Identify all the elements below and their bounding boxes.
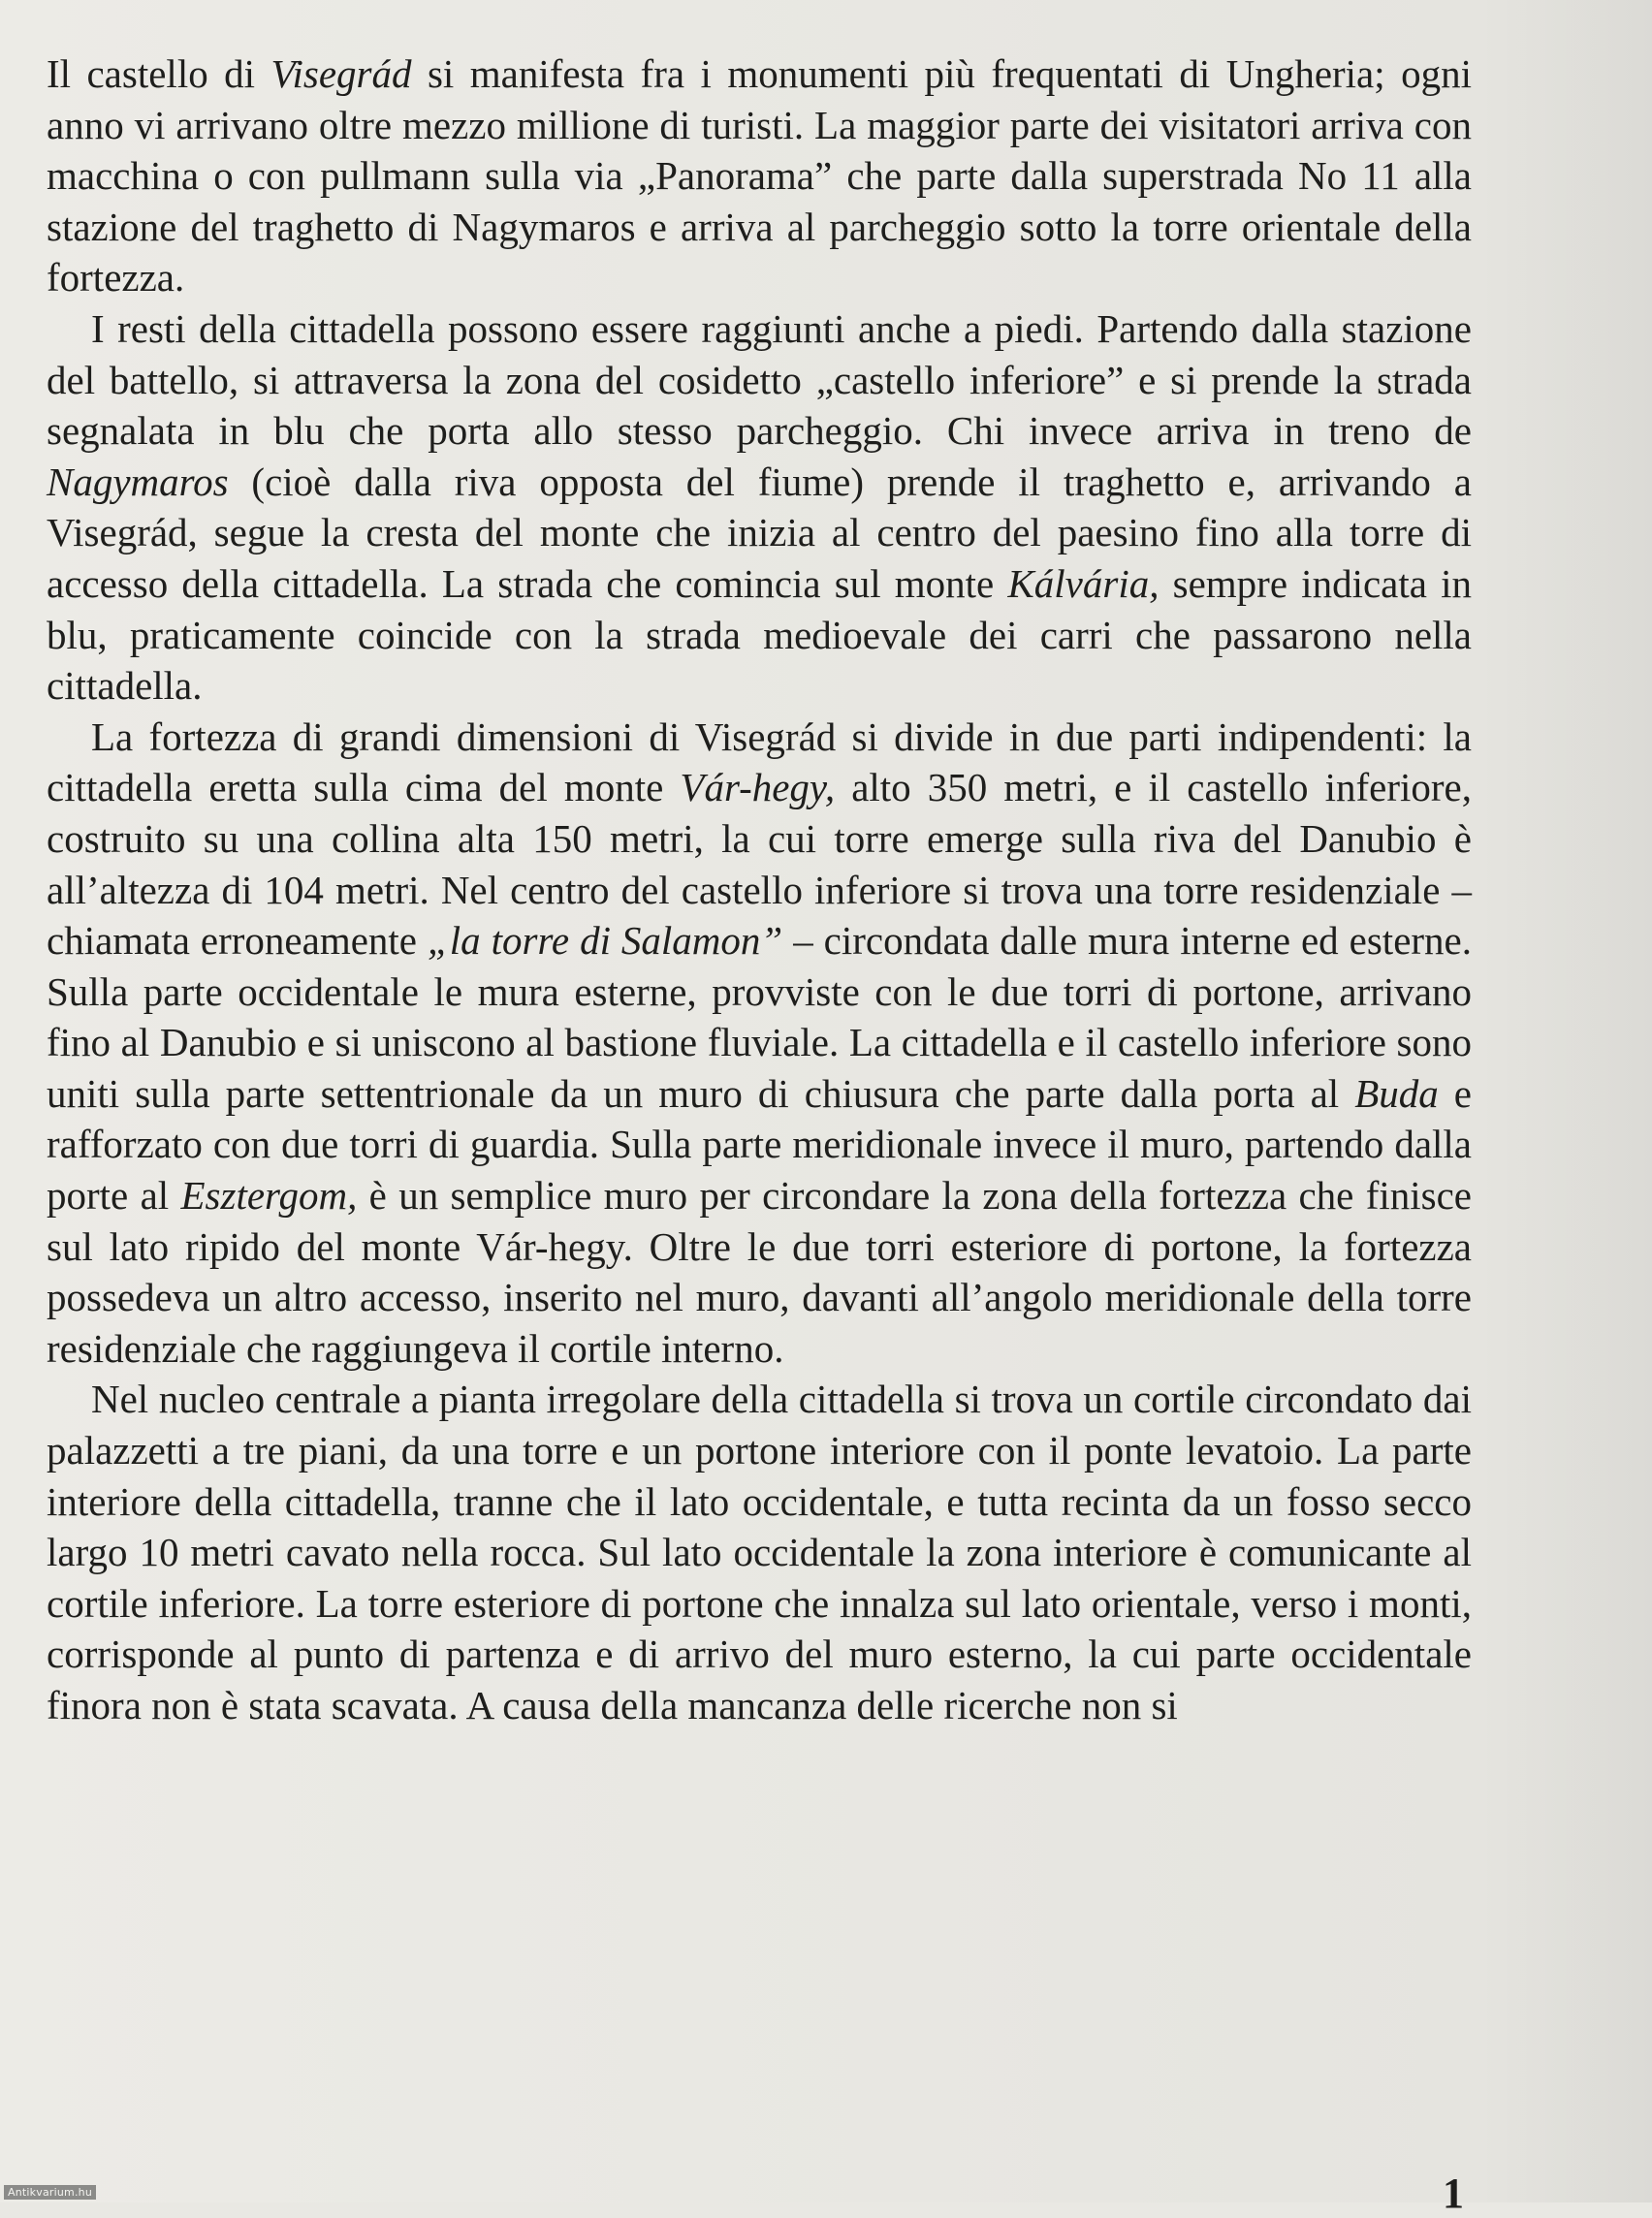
italic-run: Nagymaros	[47, 459, 229, 504]
page-shading	[1477, 0, 1652, 2202]
text-run: La fortezza di grandi dimensioni di Visegrád si divide in due parti indipendenti: la cittadella eretta sulla cima del monte	[47, 713, 1472, 810]
italic-run: Esztergom,	[180, 1173, 358, 1219]
text-run: si manifesta fra i monumenti più frequentati di Ungheria; ogni anno vi arrivano oltre mezzo millione di turisti. La maggior parte dei visitatori arriva con macchina o con pullmann sulla via „Panorama” che parte dalla superstrada No 11 alla stazione del traghetto di Nagymaros e arriva al parcheggio sotto la torre orientale della fortezza.	[47, 51, 1472, 301]
text-run: sempre indicata in blu, praticamente coincide con la strada medioevale dei carri che passarono nella cittadella.	[47, 560, 1472, 709]
italic-run: Visegrád	[270, 51, 412, 96]
italic-run: Buda	[1354, 1070, 1439, 1116]
watermark: Antikvarium.hu	[4, 2185, 96, 2200]
text-run: (cioè dalla riva opposta del fiume) prende il traghetto e, arrivando a Visegrád, segue la cresta del monte che inizia al centro del paesino fino alla torre di accesso della cittadella. La strada che comincia sul monte	[47, 459, 1472, 606]
body-text	[47, 48, 1472, 1731]
text-run: alto 350 metri, e il castello inferiore, costruito su una collina alta 150 metri, la cui torre emerge sulla riva del Danubio è all’altezza di 104 metri. Nel centro del castello inferiore si trova una torre residenziale – chiamata erroneamente	[47, 765, 1472, 964]
text-run: e rafforzato con due torri di guardia. Sulla parte meridionale invece il muro, partendo dalla porte al	[47, 1070, 1472, 1219]
paragraph-3	[47, 712, 1472, 1375]
text-run: – circondata dalle mura interne ed esterne. Sulla parte occidentale le mura esterne, provviste con le due torri di portone, arrivano fino al Danubio e si uniscono al bastione fluviale. La cittadella e il castello inferiore sono uniti sulla parte settentrionale da un muro di chiusura che parte dalla porta al	[47, 918, 1472, 1116]
text-run: I resti della cittadella possono essere raggiunti anche a piedi. Partendo dalla stazione del battello, si attraversa la zona del cosidetto „castello inferiore” e si prende la strada segnalata in blu che porta allo stesso parcheggio. Chi invece arriva in treno de	[47, 305, 1472, 454]
page-number: 1	[1443, 2170, 1464, 2217]
italic-run: „la torre di Salamon”	[427, 918, 783, 964]
text-run: Nel nucleo centrale a pianta irregolare della cittadella si trova un cortile circondato dai palazzetti a tre piani, da una torre e un portone interiore con il ponte levatoio. La parte interiore della cittadella, tranne che il lato occidentale, e tutta recinta da un fosso secco largo 10 metri cavato nella rocca. Sul lato occidentale la zona interiore è comunicante al cortile inferiore. La torre esteriore di portone che innalza sul lato orientale, verso i monti, corrisponde al punto di partenza e di arrivo del muro esterno, la cui parte occidentale finora non è stata scavata. A causa della mancanza delle ricerche non si	[47, 1377, 1472, 1727]
text-run: Il castello di	[47, 51, 271, 96]
paragraph-4	[47, 1374, 1472, 1730]
paragraph-1	[47, 48, 1472, 303]
paragraph-2	[47, 303, 1472, 712]
italic-run: Vár-hegy,	[680, 765, 836, 810]
italic-run: Kálvária,	[1007, 560, 1160, 606]
text-run: è un semplice muro per circondare la zona della fortezza che finisce sul lato ripido del monte Vár-hegy. Oltre le due torri esteriore di portone, la fortezza possedeva un altro accesso, inserito nel muro, davanti all’angolo meridionale della torre residenziale che raggiungeva il cortile interno.	[47, 1173, 1472, 1371]
